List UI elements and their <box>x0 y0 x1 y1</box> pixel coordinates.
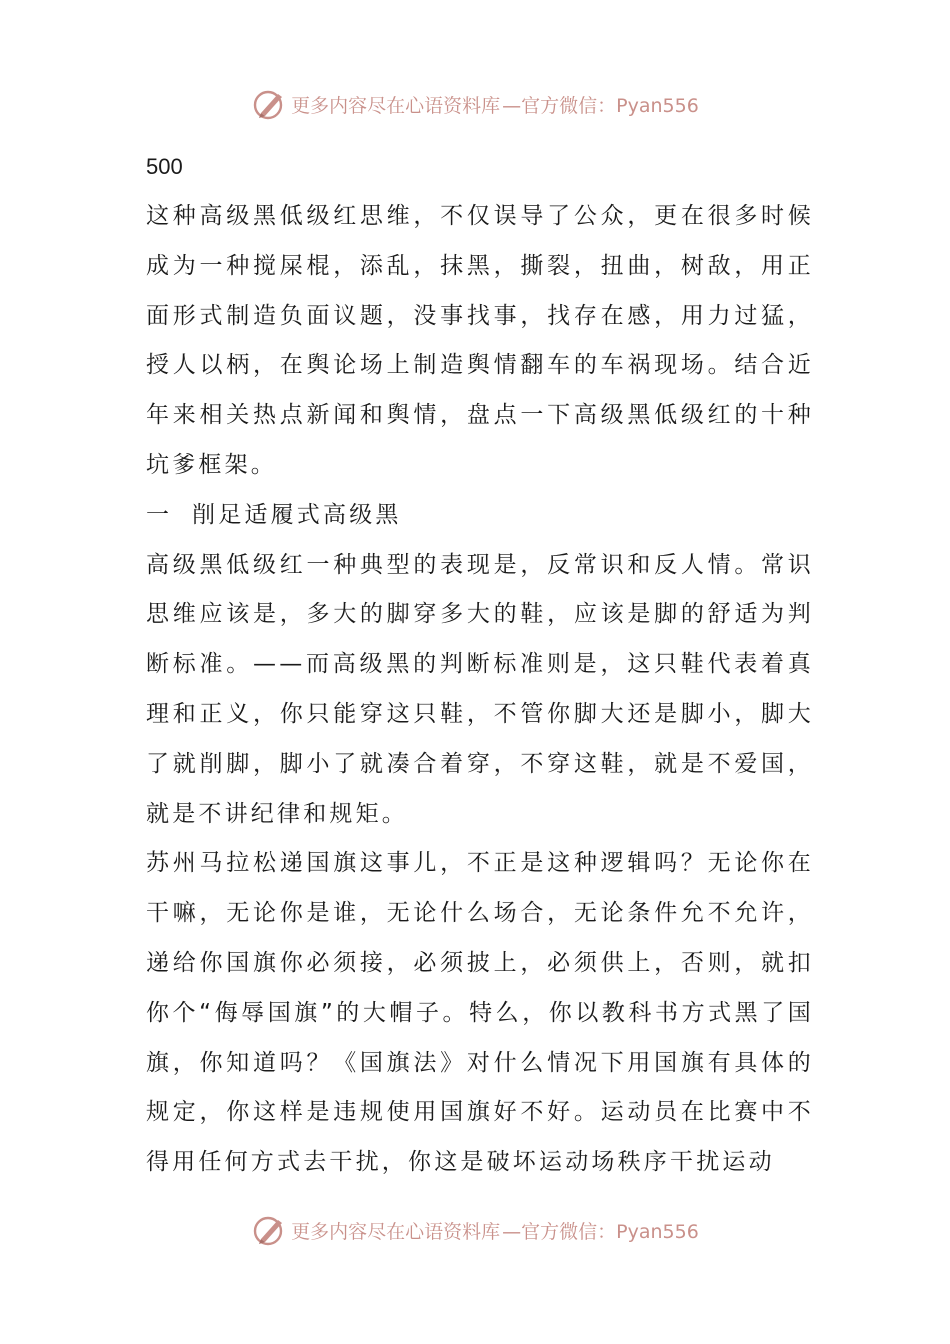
watermark-suffix: —官方微信：Pyan556 <box>502 1220 699 1243</box>
watermark-suffix: —官方微信：Pyan556 <box>502 94 699 117</box>
footer-watermark <box>0 1210 950 1250</box>
header-watermark <box>0 84 950 124</box>
section-number: 一 <box>146 501 173 528</box>
document-body <box>146 146 814 1188</box>
watermark-prefix: 更多内容尽在心语资料库 <box>291 94 501 117</box>
watermark-prefix: 更多内容尽在心语资料库 <box>291 1220 501 1243</box>
pen-logo-icon <box>251 86 287 122</box>
section-title: 削足适履式高级黑 <box>192 501 402 528</box>
paragraph-intro: 这种高级黑低级红思维，不仅误导了公众，更在很多时候成为一种搅屎棍，添乱，抹黑，撕裂，扭曲，树敌，用正面形式制造负面议题，没事找事，找存在感，用力过猛，授人以柄，在舆论场上制造舆情翻车的车祸现场。结合近年来相关热点新闻和舆情，盘点一下高级黑低级红的十种坑爹框架。 <box>146 203 814 478</box>
paragraph-section-2: 苏州马拉松递国旗这事儿，不正是这种逻辑吗？无论你在干嘛，无论你是谁，无论什么场合，无论条件允不允许，递给你国旗你必须接，必须披上，必须供上，否则，就扣你个“侮辱国旗”的大帽子。特么，你以教科书方式黑了国旗，你知道吗？《国旗法》对什么情况下用国旗有具体的规定，你这样是违规使用国旗好不好。运动员在比赛中不得用任何方式去干扰，你这是破坏运动场秩序干扰运动 <box>146 850 814 1176</box>
paragraph-section-1: 高级黑低级红一种典型的表现是，反常识和反人情。常识思维应该是，多大的脚穿多大的鞋，应该是脚的舒适为判断标准。——而高级黑的判断标准则是，这只鞋代表着真理和正义，你只能穿这只鞋，不管你脚大还是脚小，脚大了就削脚，脚小了就凑合着穿，不穿这鞋，就是不爱国，就是不讲纪律和规矩。 <box>146 551 814 827</box>
pen-logo-icon <box>251 1212 287 1248</box>
section-heading <box>146 491 814 541</box>
page-number: 500 <box>146 154 183 179</box>
